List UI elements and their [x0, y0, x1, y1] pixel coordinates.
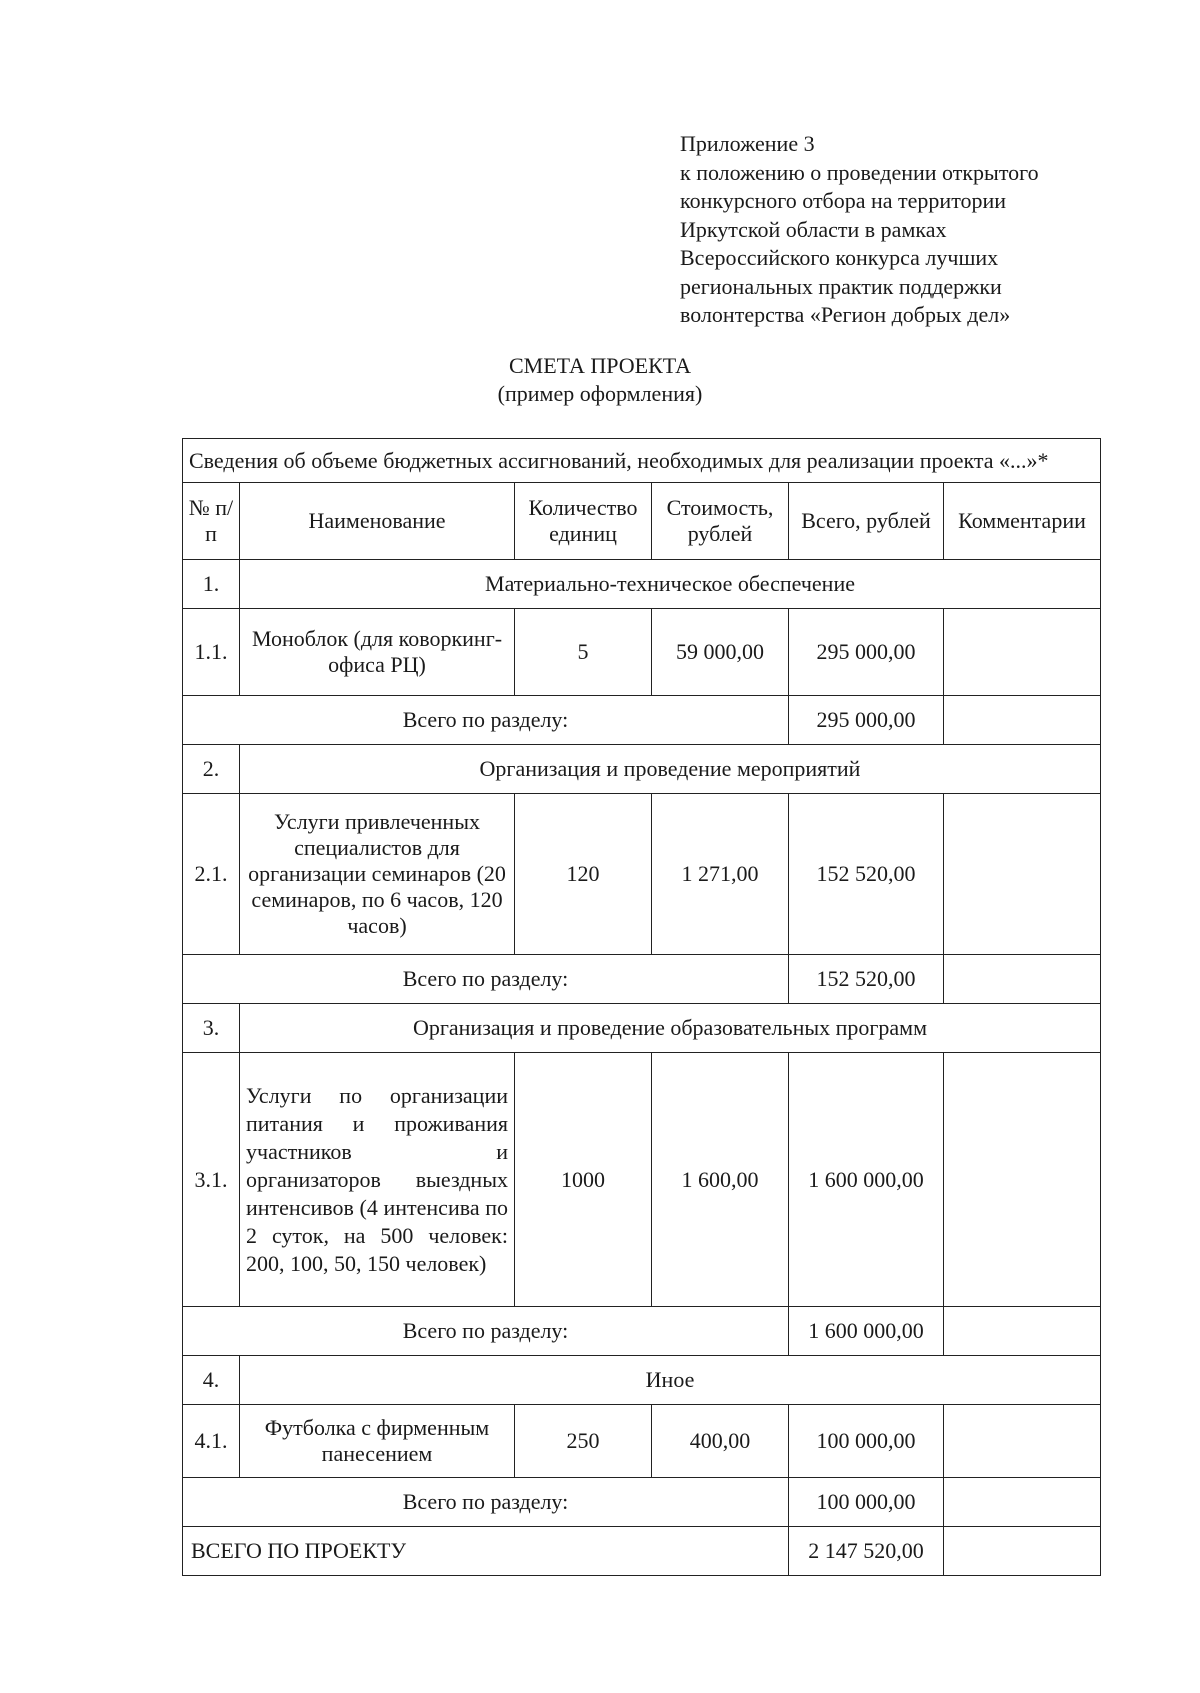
subtotal-row: [183, 696, 1101, 745]
appendix-line: Иркутской области в рамках: [680, 216, 947, 242]
table-lead-text: Сведения об объеме бюджетных ассигнований, необходимых для реализации проекта «...»*: [183, 439, 1101, 483]
document-title: [0, 352, 1200, 408]
appendix-line: конкурсного отбора на территории: [680, 188, 1007, 213]
subtotal-label: Всего по разделу:: [183, 955, 789, 1004]
title-main: СМЕТА ПРОЕКТА: [508, 353, 692, 378]
appendix-block: [680, 130, 1120, 330]
item-qty: 5: [515, 609, 652, 696]
table-row: [183, 1405, 1101, 1478]
header-qty: Количество единиц: [515, 483, 652, 560]
subtotal-comment: [944, 1307, 1101, 1356]
title-subtitle: (пример оформления): [497, 381, 703, 406]
header-num: № п/п: [183, 483, 240, 560]
appendix-line: к положению о проведении открытого: [680, 159, 1039, 185]
budget-table: [182, 438, 1101, 1576]
section-row: [183, 745, 1101, 794]
subtotal-label: Всего по разделу:: [183, 1307, 789, 1356]
grand-total-comment: [944, 1527, 1101, 1576]
table-lead-row: [183, 439, 1101, 483]
item-num: 1.1.: [183, 609, 240, 696]
item-cost: 1 600,00: [652, 1053, 789, 1307]
subtotal-comment: [944, 1478, 1101, 1527]
item-qty: 250: [515, 1405, 652, 1478]
item-name: Услуги привлеченных специалистов для организации семинаров (20 семинаров, по 6 часов, 120 часов): [240, 794, 515, 955]
item-total: 295 000,00: [789, 609, 944, 696]
item-num: 2.1.: [183, 794, 240, 955]
grand-total-value: 2 147 520,00: [789, 1527, 944, 1576]
section-title: Организация и проведение образовательных программ: [240, 1004, 1101, 1053]
appendix-line: Всероссийского конкурса лучших: [680, 245, 999, 270]
item-name: Услуги по организации питания и проживания участников и организаторов выездных интенсивов (4 интенсива по 2 суток, на 500 человек: 200, 100, 50, 150 человек): [240, 1053, 515, 1307]
table-row: [183, 1053, 1101, 1307]
subtotal-value: 100 000,00: [789, 1478, 944, 1527]
appendix-line: волонтерства «Регион добрых дел»: [680, 302, 1011, 327]
section-row: [183, 560, 1101, 609]
item-comment: [944, 1053, 1101, 1307]
appendix-line: региональных практик поддержки: [680, 273, 1002, 299]
item-comment: [944, 609, 1101, 696]
item-cost: 400,00: [652, 1405, 789, 1478]
subtotal-label: Всего по разделу:: [183, 1478, 789, 1527]
subtotal-row: [183, 955, 1101, 1004]
header-comment: Комментарии: [944, 483, 1101, 560]
subtotal-value: 1 600 000,00: [789, 1307, 944, 1356]
table-header-row: [183, 483, 1101, 560]
section-row: [183, 1004, 1101, 1053]
section-num: 4.: [183, 1356, 240, 1405]
subtotal-comment: [944, 955, 1101, 1004]
item-cost: 59 000,00: [652, 609, 789, 696]
section-num: 2.: [183, 745, 240, 794]
item-name: Футболка с фирменным панесением: [240, 1405, 515, 1478]
item-num: 3.1.: [183, 1053, 240, 1307]
header-name: Наименование: [240, 483, 515, 560]
item-total: 152 520,00: [789, 794, 944, 955]
appendix-line: Приложение 3: [680, 131, 815, 156]
subtotal-comment: [944, 696, 1101, 745]
item-comment: [944, 794, 1101, 955]
subtotal-row: [183, 1307, 1101, 1356]
item-qty: 120: [515, 794, 652, 955]
subtotal-label: Всего по разделу:: [183, 696, 789, 745]
grand-total-row: [183, 1527, 1101, 1576]
item-cost: 1 271,00: [652, 794, 789, 955]
subtotal-value: 295 000,00: [789, 696, 944, 745]
subtotal-row: [183, 1478, 1101, 1527]
subtotal-value: 152 520,00: [789, 955, 944, 1004]
item-total: 1 600 000,00: [789, 1053, 944, 1307]
item-num: 4.1.: [183, 1405, 240, 1478]
section-num: 3.: [183, 1004, 240, 1053]
header-cost: Стоимость, рублей: [652, 483, 789, 560]
table-row: [183, 609, 1101, 696]
item-comment: [944, 1405, 1101, 1478]
section-row: [183, 1356, 1101, 1405]
item-qty: 1000: [515, 1053, 652, 1307]
table-row: [183, 794, 1101, 955]
item-name: Моноблок (для коворкинг-офиса РЦ): [240, 609, 515, 696]
section-title: Материально-техническое обеспечение: [240, 560, 1101, 609]
section-num: 1.: [183, 560, 240, 609]
item-total: 100 000,00: [789, 1405, 944, 1478]
section-title: Организация и проведение мероприятий: [240, 745, 1101, 794]
grand-total-label: ВСЕГО ПО ПРОЕКТУ: [183, 1527, 789, 1576]
header-total: Всего, рублей: [789, 483, 944, 560]
section-title: Иное: [240, 1356, 1101, 1405]
